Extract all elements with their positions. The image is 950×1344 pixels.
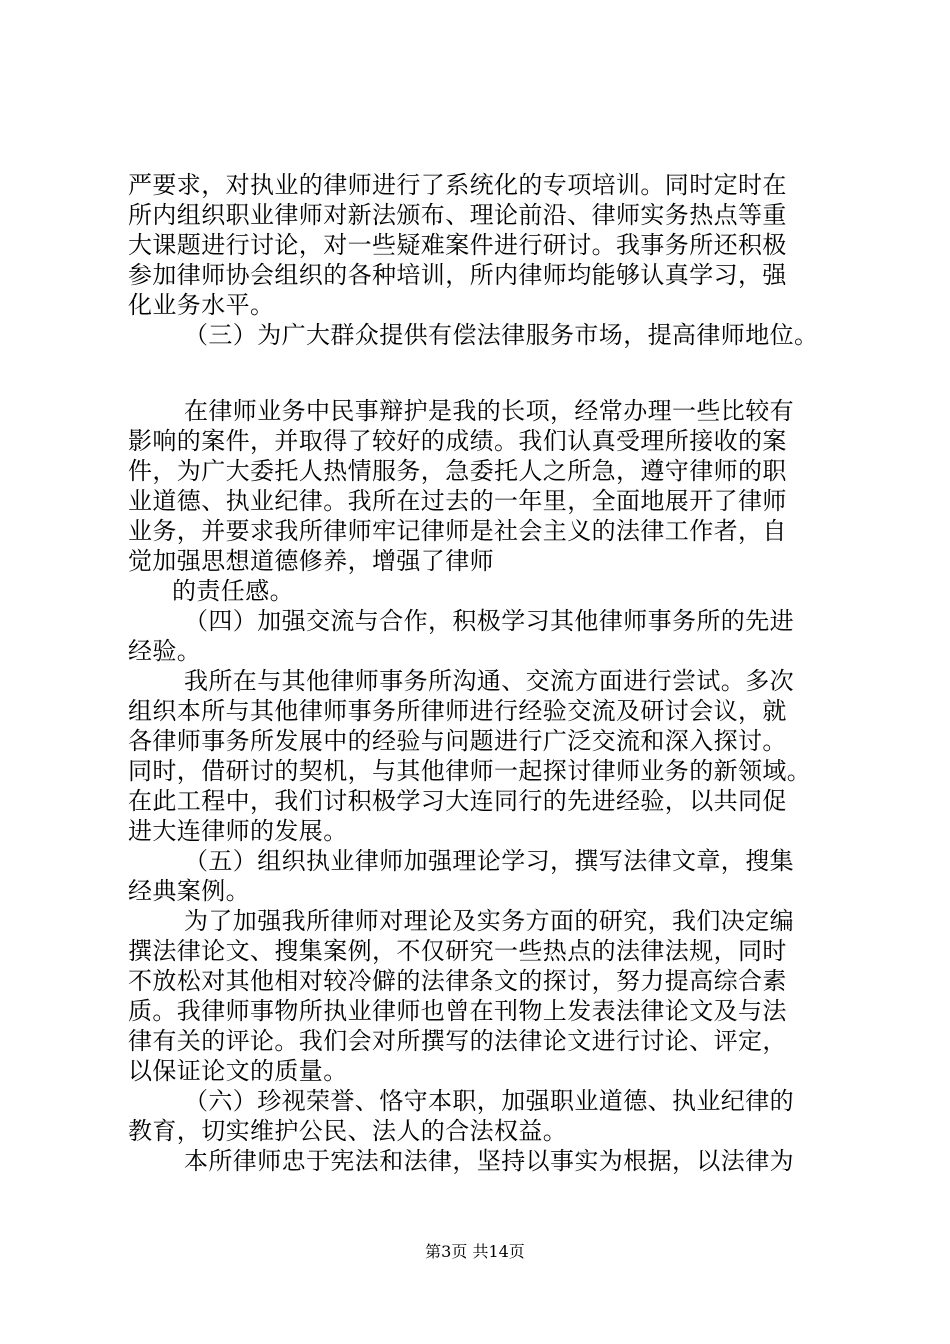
section-heading-5: （五）组织执业律师加强理论学习，撰写法律文章，搜集 (184, 847, 794, 875)
section-heading-4: （四）加强交流与合作，积极学习其他律师事务所的先进 (184, 607, 794, 635)
text-line: 以保证论文的质量。 (128, 1057, 348, 1085)
text-line: 化业务水平。 (128, 291, 275, 319)
section-heading-6: （六）珍视荣誉、恪守本职，加强职业道德、执业纪律的 (184, 1087, 794, 1115)
text-line: 教育，切实维护公民、法人的合法权益。 (128, 1117, 568, 1145)
text-line: 为了加强我所律师对理论及实务方面的研究，我们决定编 (184, 907, 794, 935)
text-line: 同时，借研讨的契机，与其他律师一起探讨律师业务的新领域。 (128, 757, 812, 785)
body-text (128, 170, 848, 1176)
page-number-footer: 第3页 共14页 (425, 1242, 525, 1261)
paragraph-gap (128, 350, 848, 396)
text-line: 在此工程中，我们讨积极学习大连同行的先进经验，以共同促 (128, 787, 787, 815)
text-line: 组织本所与其他律师事务所律师进行经验交流及研讨会议，就 (128, 697, 787, 725)
text-line: 业务，并要求我所律师牢记律师是社会主义的法律工作者，自 (128, 517, 787, 545)
text-line: 所内组织职业律师对新法颁布、理论前沿、律师实务热点等重 (128, 201, 787, 229)
text-line: 参加律师协会组织的各种培训，所内律师均能够认真学习，强 (128, 261, 787, 289)
text-line: 经验。 (128, 637, 202, 665)
text-line: 撰法律论文、搜集案例，不仅研究一些热点的法律法规，同时 (128, 937, 787, 965)
text-line: 件，为广大委托人热情服务，急委托人之所急，遵守律师的职 (128, 457, 787, 485)
text-line: 质。我律师事物所执业律师也曾在刊物上发表法律论文及与法 (128, 997, 787, 1025)
text-line: 经典案例。 (128, 877, 250, 905)
text-line: 严要求，对执业的律师进行了系统化的专项培训。同时定时在 (128, 171, 787, 199)
text-line: 各律师事务所发展中的经验与问题进行广泛交流和深入探讨。 (128, 727, 787, 755)
text-line: 不放松对其他相对较冷僻的法律条文的探讨，努力提高综合素 (128, 967, 787, 995)
text-line: 大课题进行讨论，对一些疑难案件进行研讨。我事务所还积极 (128, 231, 787, 259)
text-line: 进大连律师的发展。 (128, 817, 348, 845)
text-line: 在律师业务中民事辩护是我的长项，经常办理一些比较有 (184, 397, 794, 425)
text-line: 影响的案件，并取得了较好的成绩。我们认真受理所接收的案 (128, 427, 787, 455)
section-heading-3: （三）为广大群众提供有偿法律服务市场，提高律师地位。 (184, 321, 819, 349)
text-line: 觉加强思想道德修养，增强了律师 (128, 547, 494, 575)
text-line: 的责任感。 (172, 577, 294, 605)
text-line: 律有关的评论。我们会对所撰写的法律论文进行讨论、评定， (128, 1027, 787, 1055)
text-line: 本所律师忠于宪法和法律，坚持以事实为根据，以法律为 (184, 1147, 794, 1175)
text-line: 我所在与其他律师事务所沟通、交流方面进行尝试。多次 (184, 667, 794, 695)
text-line: 业道德、执业纪律。我所在过去的一年里，全面地展开了律师 (128, 487, 787, 515)
